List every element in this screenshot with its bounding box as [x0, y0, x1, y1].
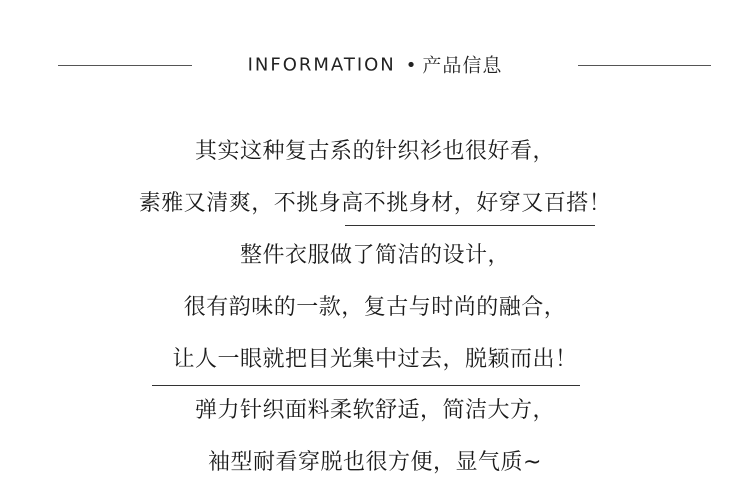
description-underline-2	[152, 385, 580, 386]
header-title-en: INFORMATION	[247, 54, 396, 76]
header-title-cn: 产品信息	[422, 54, 503, 77]
header-rule-right	[578, 65, 711, 66]
description-line-2: 素雅又清爽，不挑身高不挑身材，好穿又百搭！	[138, 191, 612, 216]
description-underline-1	[345, 225, 595, 226]
description-line-7: 袖型耐看穿脱也很方便，显气质~	[208, 450, 542, 475]
header-separator-dot: •	[405, 54, 417, 76]
info-header	[0, 50, 750, 80]
description-line-1: 其实这种复古系的针织衫也很好看，	[194, 139, 555, 164]
description-line-5: 让人一眼就把目光集中过去，脱颖而出！	[172, 347, 578, 372]
description-line-4: 很有韵味的一款，复古与时尚的融合，	[183, 295, 567, 320]
description-line-3: 整件衣服做了简洁的设计，	[239, 243, 510, 268]
description-line-6: 弹力针织面料柔软舒适，简洁大方，	[194, 398, 555, 423]
